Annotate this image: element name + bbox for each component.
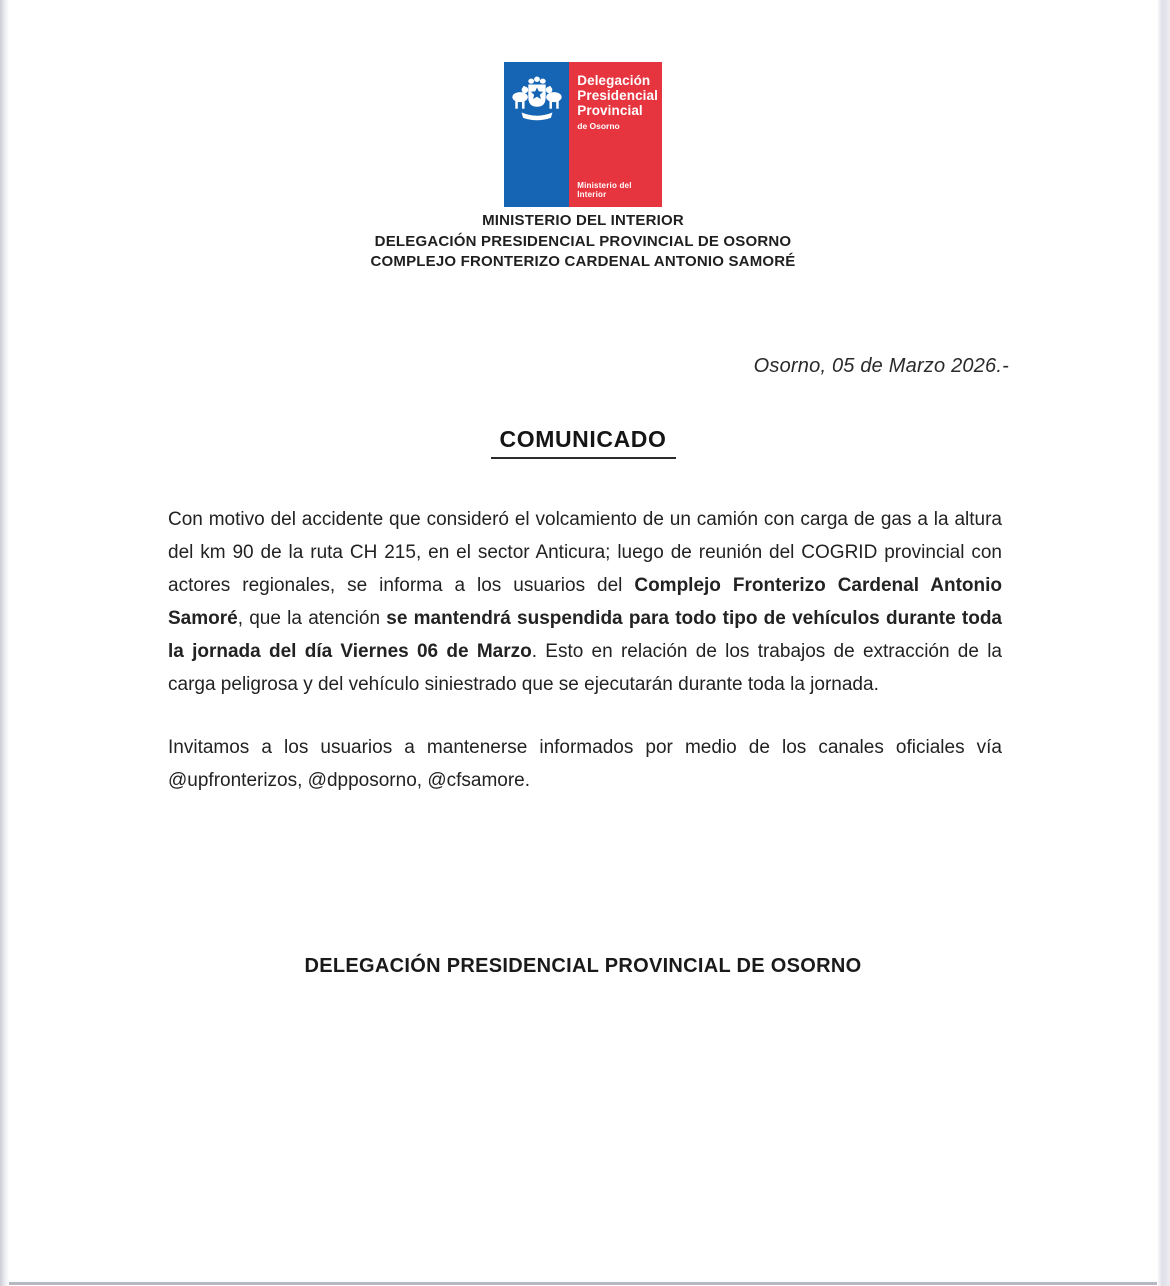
body-run-bold: se mantendrá suspendida para todo tipo de vehículos durante toda la jornada del día Viernes 06 de Marzo — [168, 608, 1003, 662]
signature-line: DELEGACIÓN PRESIDENCIAL PROVINCIAL DE OSORNO — [304, 955, 862, 977]
page-edge-left — [0, 0, 9, 1286]
title-row — [9, 426, 1157, 459]
document-title: COMUNICADO — [491, 426, 676, 459]
logo-title-line: Presidencial — [577, 88, 658, 103]
dateline: Osorno, 05 de Marzo 2026.- — [753, 355, 1009, 377]
page-edge-bottom — [9, 1282, 1157, 1285]
letterhead-line-delegation: DELEGACIÓN PRESIDENCIAL PROVINCIAL DE OSORNO — [374, 232, 792, 250]
body-paragraph-1 — [168, 503, 1002, 701]
logo-subtitle: de Osorno — [577, 121, 620, 131]
body-run: Con motivo del accidente que consideró el volcamiento de un camión con carga de gas a la altura del km 90 de la ruta CH 215, en el sector Anticura; luego de reunión del COGRID provincial con actores regionales, se informa a los usuarios del — [168, 509, 1002, 596]
document-body — [168, 503, 1002, 797]
chile-coat-of-arms-icon — [509, 74, 565, 126]
document-page — [9, 0, 1157, 1282]
letterhead-line-complex: COMPLEJO FRONTERIZO CARDENAL ANTONIO SAMORÉ — [370, 253, 796, 270]
body-run: . Esto en relación de los trabajos de extracción de la carga peligrosa y del vehículo siniestrado que se ejecutarán durante toda la jornada. — [168, 641, 1002, 695]
logo-title-line: Provincial — [577, 103, 643, 118]
logo-title-line: Delegación — [577, 73, 651, 88]
body-paragraph-2: Invitamos a los usuarios a mantenerse informados por medio de los canales oficiales vía @upfronterizos, @dpposorno, @cfsamore. — [168, 737, 1002, 791]
logo-red-panel — [569, 62, 662, 207]
logo-blue-panel — [504, 62, 569, 207]
logo-ministry-label: Ministerio del Interior — [577, 181, 632, 199]
body-run: , que la atención — [237, 608, 387, 629]
page-edge-right — [1157, 0, 1170, 1286]
letterhead-line-ministry: MINISTERIO DEL INTERIOR — [482, 212, 684, 229]
body-run-bold: Complejo Fronterizo Cardenal Antonio Samoré — [168, 575, 1002, 629]
letterhead — [9, 211, 1157, 273]
institution-logo — [504, 62, 662, 207]
